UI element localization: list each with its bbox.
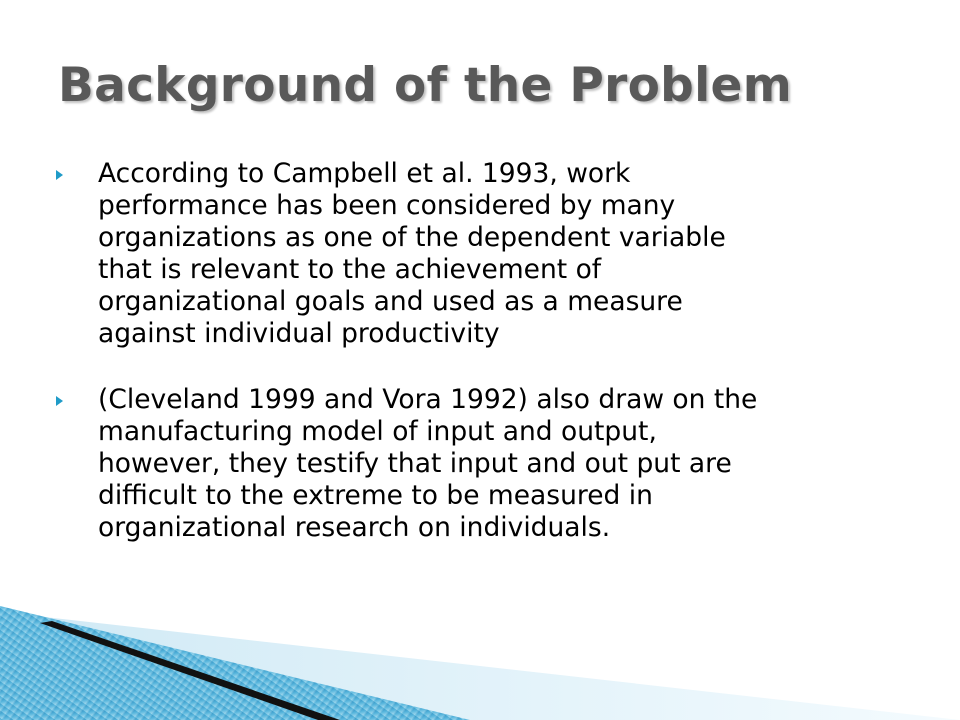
bullet-text: (Cleveland 1999 and Vora 1992) also draw on the manufacturing model of input and output, however, they testify that input and out put are difficult to the extreme to be measured in organizational research on individuals. xyxy=(98,384,758,543)
bullet-item xyxy=(56,158,856,350)
slide-title: Background of the Problem xyxy=(58,58,792,113)
slide-body xyxy=(56,158,856,544)
bullet-text: According to Campbell et al. 1993, work performance has been considered by many organizations as one of the dependent variable that is relevant to the achievement of organizational goals and used as a measure against individual productivity xyxy=(98,158,726,349)
bottom-decoration xyxy=(0,600,960,720)
triangle-right-icon xyxy=(56,170,63,180)
bullet-item xyxy=(56,384,856,544)
triangle-right-icon xyxy=(56,396,63,406)
